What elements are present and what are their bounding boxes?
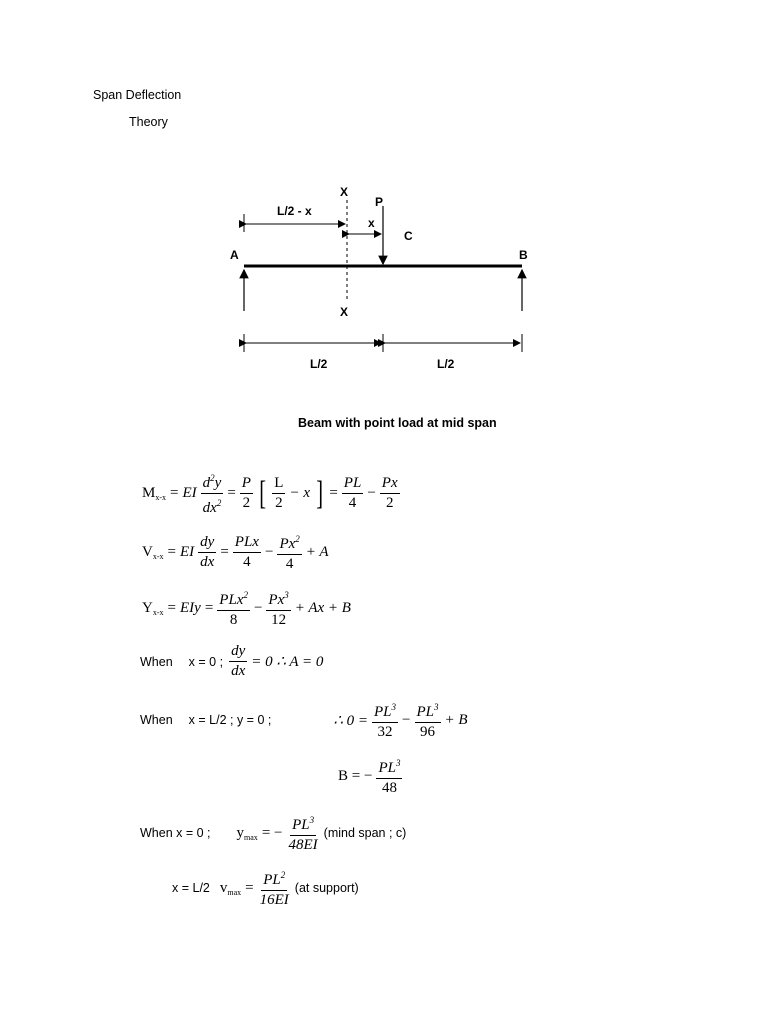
section-subheading: Theory — [129, 115, 168, 129]
max-shear-row: x = L/2 $v_{max}$ = $\frac{PL^2}{16EI}$ (at support) — [172, 867, 359, 909]
max-deflection-row: When x = 0 ; $y_{max}$ = − $\frac{PL^3}{48EI}$ (mind span ; c) — [140, 812, 406, 854]
equation-deflection: $Y_{x-x}$ = EIy = $\frac{PLx^2}{8}$ − $\frac{Px^3}{12}$ + Ax + B — [140, 587, 353, 629]
label-x-bottom: X — [340, 305, 349, 319]
dim-left-half-label: L/2 — [310, 357, 328, 371]
label-p: P — [375, 195, 384, 209]
page-heading: Span Deflection — [93, 88, 182, 102]
label-a: A — [230, 248, 239, 262]
label-x-top: X — [340, 185, 349, 199]
equation-shear: $V_{x-x}$ = EI $\frac{dy}{dx}$ = $\frac{\text{PLx}}{4}$ − $\frac{Px^2}{4}$ + A — [140, 531, 331, 573]
label-b: B — [519, 248, 528, 262]
label-c: C — [404, 229, 413, 243]
diagram-caption: Beam with point load at mid span — [298, 416, 497, 430]
equation-moment: $M_{x-x}$ = EI $\frac{d^2y}{dx^2}$ = $\frac{P}{2}$ [ $\frac{L}{2}$ − x ] = $\frac{PL}{4}$ − $\frac{Px}{2}$ — [140, 470, 402, 517]
dim-x-label: x — [368, 216, 375, 230]
boundary-condition-2: When x = L/2 ; y = 0 ; ∴ 0 = $\frac{PL^3}{32}$ − $\frac{PL^3}{96}$ + B — [140, 699, 470, 741]
boundary-condition-1: When x = 0 ; $\frac{dy}{dx}$ = 0 ∴ A = 0 — [140, 643, 324, 679]
beam-diagram — [0, 0, 768, 440]
equation-constant-b: B = − $\frac{PL^3}{48}$ — [336, 755, 404, 797]
dim-right-half-label: L/2 — [437, 357, 455, 371]
dim-l2-minus-x-label: L/2 - x — [277, 204, 312, 218]
